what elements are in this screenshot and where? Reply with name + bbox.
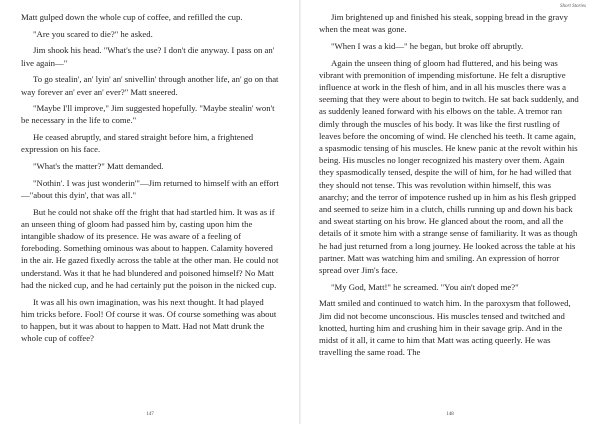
paragraph: "My God, Matt!" he screamed. "You ain't doped me?" [331,281,519,292]
left-page-text [21,11,279,349]
paragraph: It was all his own imagination, was his next thought. It had played him tricks before. Fool! Of course it was. Of course something was about to happen, but it was about to happen to Matt. Had not Matt drunk the whole cup of coffee? [21,296,277,344]
paragraph: Again the unseen thing of gloom had fluttered, and his being was vibrant with premonition of impending misfortune. He felt a disruptive influence at work in the flesh of him, and in all his muscles there was a seeming that they were about to begin to twitch. He sat back suddenly, and as suddenly leaned forward with his elbows on the table. A tremor ran dimly through the muscles of his body. It was like the first rustling of leaves before the oncoming of wind. He clenched his teeth. It came again, a spasmodic tensing of his muscles. He knew panic at the revolt within his being. His muscles no longer recognized his mastery over them. Again they spasmodically tensed, despite the will of him, for he had willed that they should not tense. This was revolution within himself, this was anarchy; and the terror of impotence rushed up in him as his flesh gripped and seemed to seize him in a clutch, chills running up and down his back and sweat starting on his brow. He glanced about the room, and all the details of it smote him with a strange sense of familiarity. It was as though he had just returned from a long journey. He looked across the table at his partner. Matt was watching him and smiling. An expression of horror spread over Jim's face. [319,57,579,276]
running-head: Short Stories [560,4,586,9]
paragraph: "Maybe I'll improve," Jim suggested hopefully. "Maybe stealin' won't be necessary in the life to come." [21,103,275,126]
right-page [300,0,600,424]
paragraph: "Are you scared to die?" he asked. [33,28,153,39]
paragraph: Jim brightened up and finished his steak, sopping bread in the gravy when the meat was gone. [319,12,568,35]
paragraph: He ceased abruptly, and stared straight before him, a frightened expression on his face. [21,132,254,155]
paragraph: "Nothin'. I was just wonderin'"—Jim returned to himself with an effort—"about this dyin', that was all." [21,177,279,200]
paragraph: "When I was a kid—" he began, but broke off abruptly. [331,40,524,51]
paragraph: Jim shook his head. "What's the use? I don't die anyway. I pass on an' live again—" [21,45,275,68]
paragraph: "What's the matter?" Matt demanded. [33,161,164,172]
right-page-text [319,11,581,363]
paragraph: Matt smiled and continued to watch him. In the paroxysm that followed, Jim did not become unconscious. His muscles tensed and twitched and knotted, hurting him and crushing him in their savage grip. And in the midst of it all, it came to him that Matt was acting queerly. He was travelling the same road. The [319,298,571,358]
paragraph: Matt gulped down the whole cup of coffee, and refilled the cup. [21,12,243,22]
page-number: 148 [446,412,454,417]
paragraph: To go stealin', an' lyin' an' snivellin' through another life, an' go on that way forever an' ever an' ever?" Matt sneered. [21,74,279,97]
paragraph: But he could not shake off the fright that had startled him. It was as if an unseen thing of gloom had passed him by, casting upon him the intangible shadow of its presence. He was aware of a feeling of foreboding. Something ominous was about to happen. Calamity hovered in the air. He gazed fixedly across the table at the other man. He could not understand. Was it that he had blundered and poisoned himself? No Matt had the nicked cup, and he had certainly put the poison in the nicked cup. [21,206,279,290]
page-number: 147 [146,412,154,417]
